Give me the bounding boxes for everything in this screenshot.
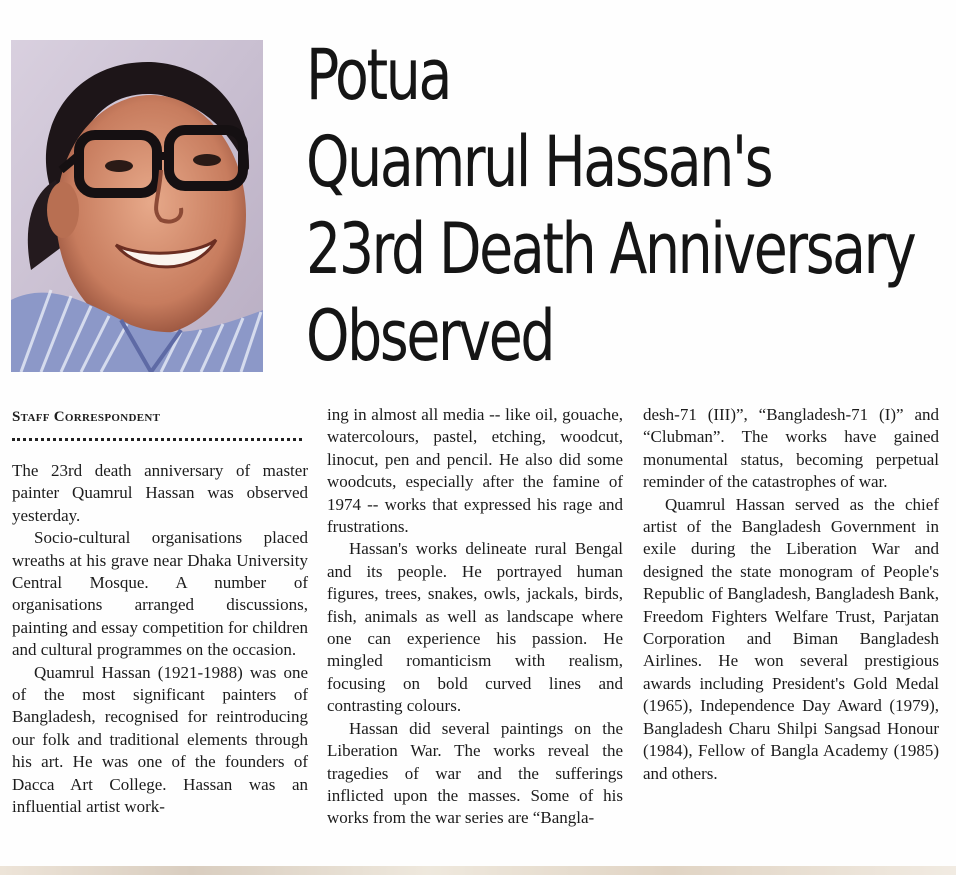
paragraph: The 23rd death anniversary of master painter Quamrul Hassan was observed yesterday. — [12, 461, 308, 525]
paragraph: ing in almost all media -- like oil, gouache, watercolours, pastel, etching, woodcut, linocut, pen and pencil. He also did some woodcuts, especially after the famine of 1974 -- works that expressed his rage and frustrations. — [327, 405, 623, 537]
article-column-3 — [643, 404, 939, 785]
headline-line-4: Observed — [306, 295, 554, 377]
portrait-illustration — [11, 40, 263, 372]
headline-line-1: Potua — [306, 34, 450, 116]
article-column-2 — [327, 404, 623, 830]
paragraph: Hassan's works delineate rural Bengal and its people. He portrayed human figures, trees, snakes, owls, jackals, birds, fish, animals as well as landscape where one can experience his passion. He mingled romanticism with realism, focusing on bold curved lines and contrasting colours. — [327, 539, 623, 716]
paragraph: Hassan did several paintings on the Liberation War. The works reveal the tragedies of war and the sufferings inflicted upon the masses. Some of his works from the war series are “Bangla- — [327, 718, 623, 828]
headline-line-3: 23rd Death Anniversary — [306, 208, 915, 290]
paragraph: Quamrul Hassan (1921-1988) was one of the most significant painters of Bangladesh, recognised for reintroducing our folk and traditional elements through his art. He was one of the founders of Dacca Art College. Hassan was an influential artist work- — [12, 662, 308, 817]
page-bottom-edge — [0, 866, 956, 875]
portrait-photo — [11, 40, 263, 372]
byline: Staff Correspondent — [12, 409, 161, 425]
paragraph: Socio-cultural organisations placed wreaths at his grave near Dhaka University Central Mosque. A number of organisations arranged discussions, painting and essay competition for children and cultural programmes on the occasion. — [12, 528, 308, 660]
paragraph: Quamrul Hassan served as the chief artist of the Bangladesh Government in exile during the Liberation War and designed the state monogram of People's Republic of Bangladesh, Bangladesh Bank, Freedom Fighters Welfare Trust, Parjatan Corporation and Biman Bangladesh Airlines. He won several prestigious awards including President's Gold Medal (1965), Independence Day Award (1979), Bangladesh Charu Shilpi Sangsad Honour (1984), Fellow of Bangla Academy (1985) and others. — [643, 494, 939, 783]
article-headline — [306, 32, 915, 380]
byline-dotted-divider — [12, 438, 302, 441]
paragraph: desh-71 (III)”, “Bangladesh-71 (I)” and “Clubman”. The works have gained monumental status, becoming perpetual reminder of the catastrophes of war. — [643, 405, 939, 492]
headline-line-2: Quamrul Hassan's — [306, 121, 772, 203]
article-column-1 — [12, 460, 308, 819]
